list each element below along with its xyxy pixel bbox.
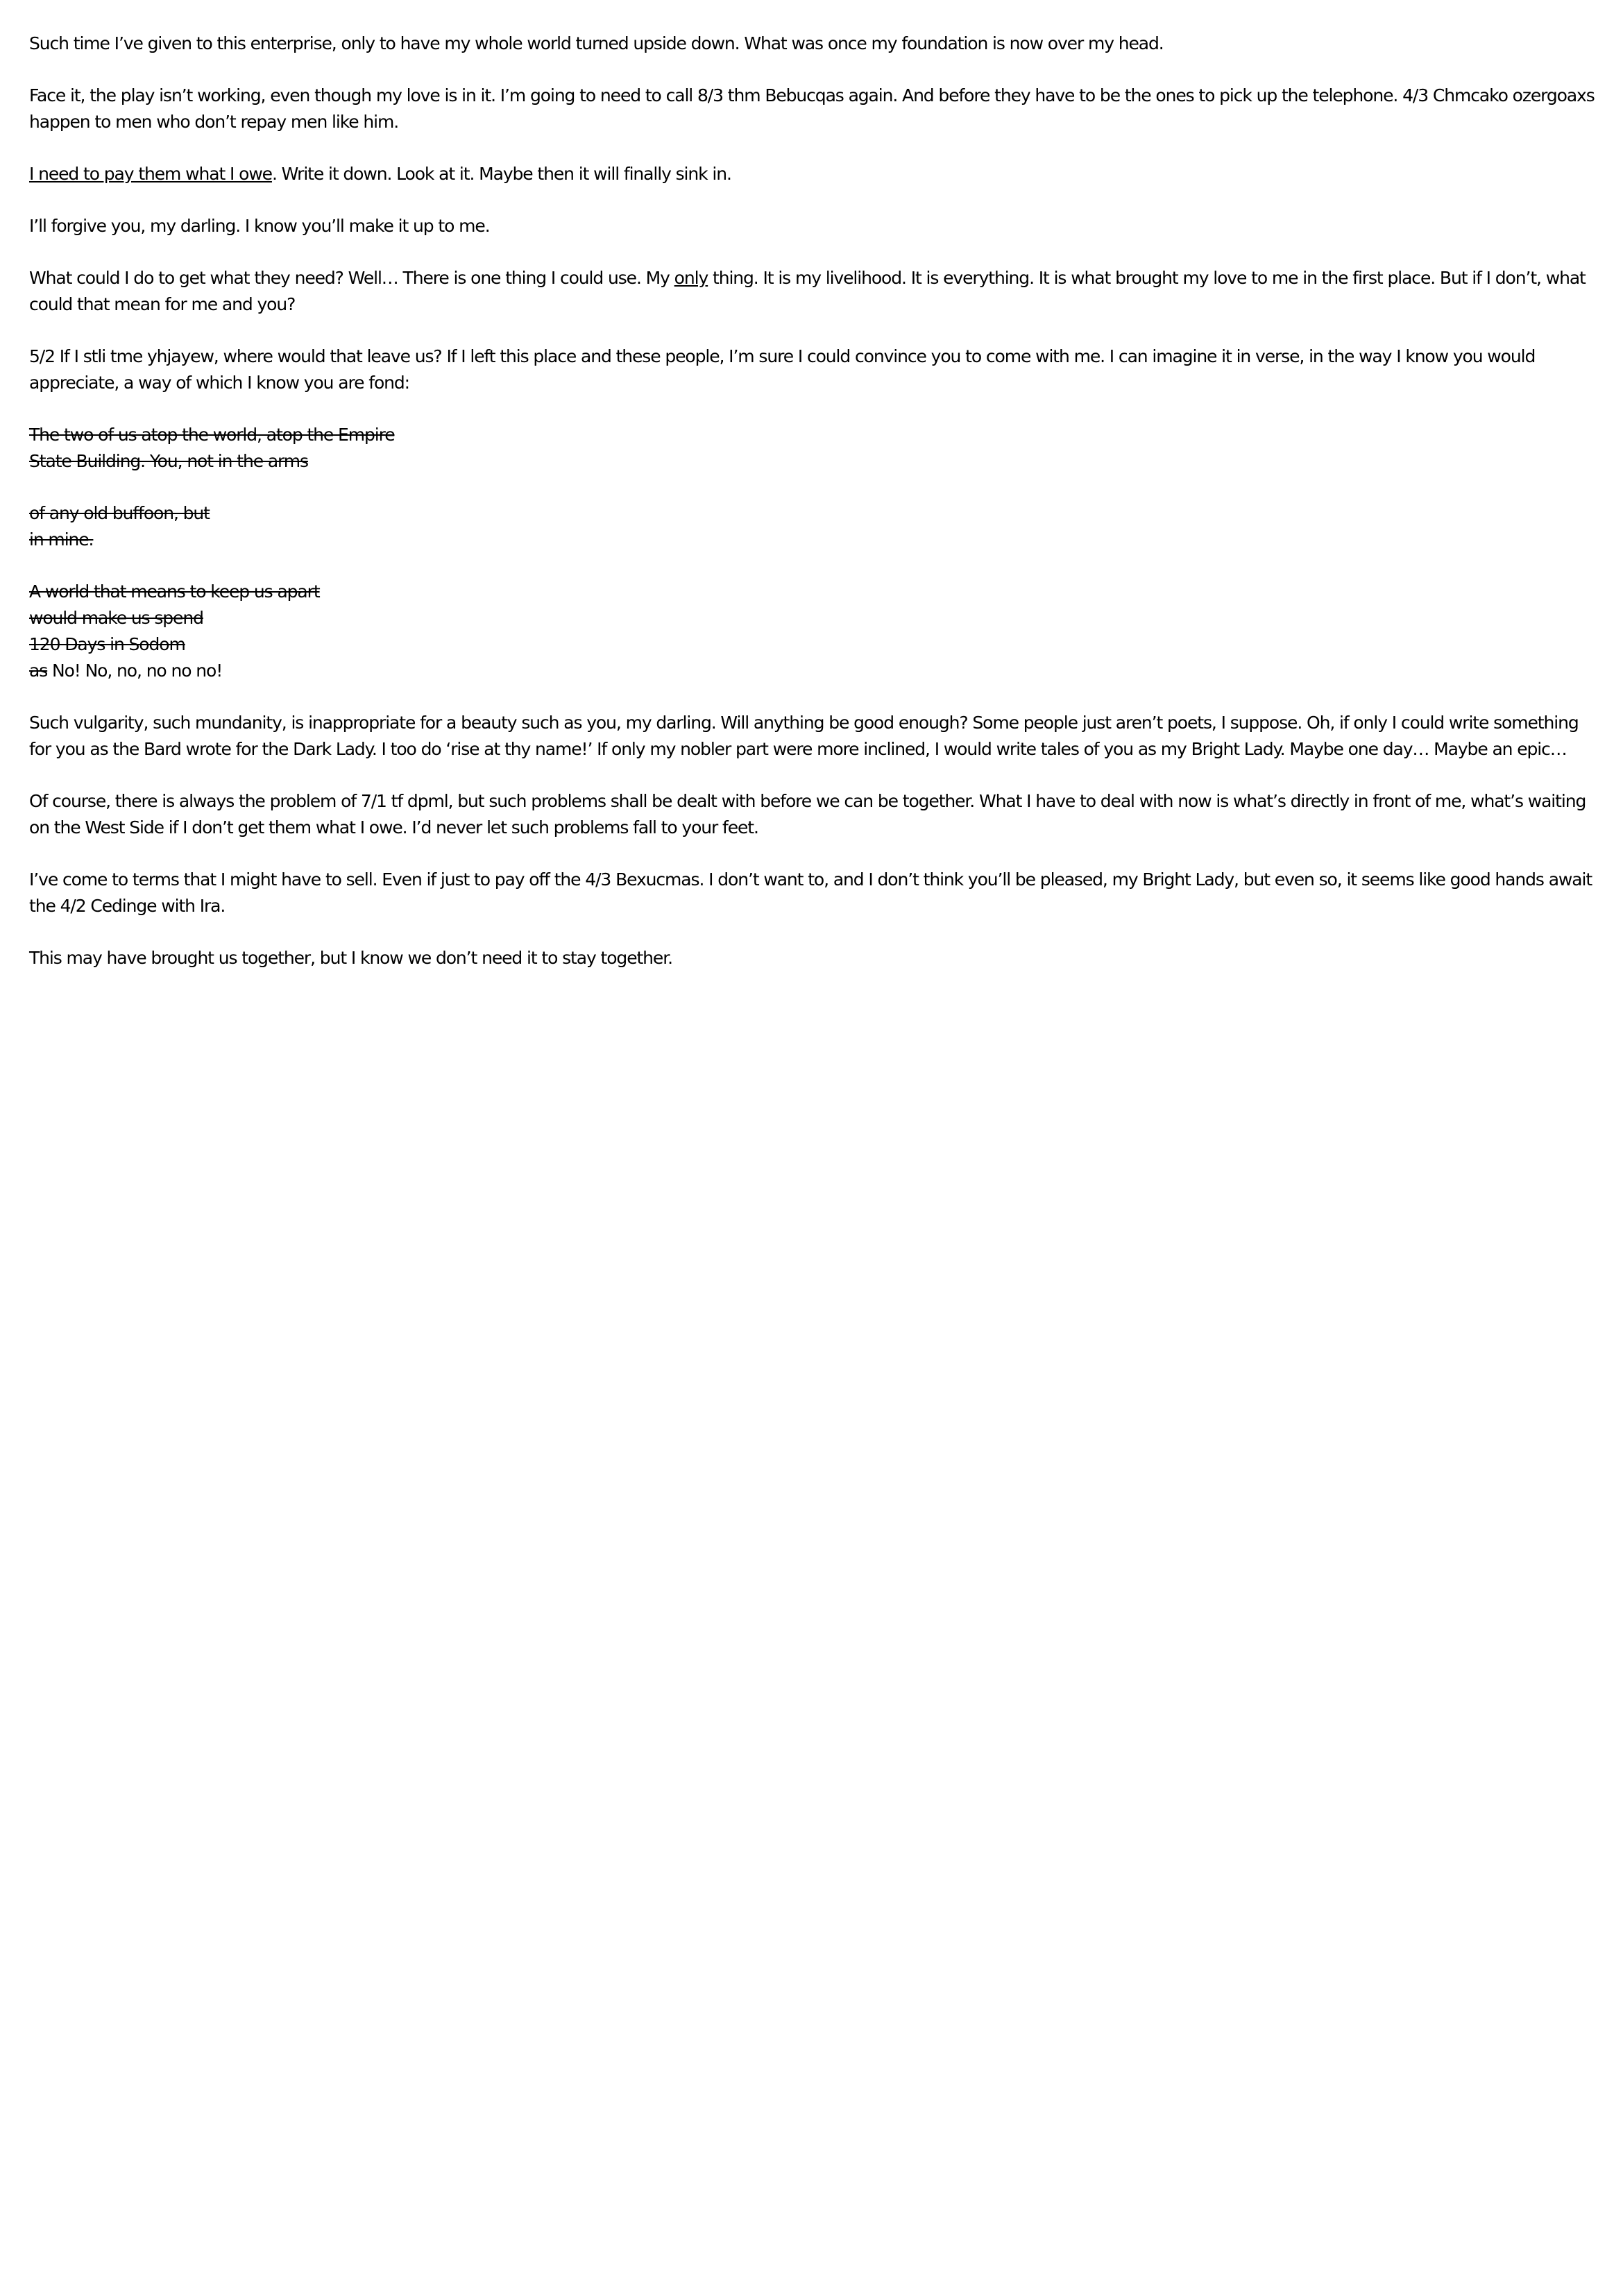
struck-text: as xyxy=(29,661,48,681)
paragraph xyxy=(29,161,1595,187)
poem-stanza xyxy=(29,500,1595,553)
paragraph: Of course, there is always the problem of 7/1 tf dpml, but such problems shall be dealt with before we can be together. What I have to deal with now is what’s directly in front of me, what’s waiting on the West Side if I don’t get them what I owe. I’d never let such problems fall to your feet. xyxy=(29,791,1586,837)
underlined-text: only xyxy=(674,268,708,288)
poem-text: No! No, no, no no no! xyxy=(47,661,223,681)
struck-poem-line: in mine. xyxy=(29,529,94,550)
struck-poem-line: of any old buffoon, but xyxy=(29,503,210,523)
paragraph: Such vulgarity, such mundanity, is inappropriate for a beauty such as you, my darling. Will anything be good enough? Some people just aren’t poets, I suppose. Oh, if only I could write something for you as the Bard wrote for the Dark Lady. I too do ‘rise at thy name!’ If only my nobler part were more inclined, I would write tales of you as my Bright Lady. Maybe one day… Maybe an epic… xyxy=(29,713,1579,759)
struck-poem-line: A world that means to keep us apart xyxy=(29,581,320,602)
paragraph: This may have brought us together, but I know we don’t need it to stay together. xyxy=(29,948,672,968)
underlined-text: I need to pay them what I owe xyxy=(29,164,272,184)
struck-poem-line: The two of us atop the world, atop the Empire xyxy=(29,425,395,445)
poem-stanza xyxy=(29,422,1595,475)
poem-stanza xyxy=(29,579,1595,684)
poem-line xyxy=(29,658,1595,684)
paragraph: I’ve come to terms that I might have to sell. Even if just to pay off the 4/3 Bexucmas. I don’t want to, and I don’t think you’ll be pleased, my Bright Lady, but even so, it seems like good hands await the 4/2 Cedinge with Ira. xyxy=(29,869,1592,916)
paragraph-text: thing. It is my livelihood. It is everything. It is what brought my love to me in the first place. But if I don’t, what could that mean for me and you? xyxy=(29,268,1586,314)
struck-poem-line: 120 Days in Sodom xyxy=(29,634,185,654)
paragraph: Face it, the play isn’t working, even though my love is in it. I’m going to need to call 8/3 thm Bebucqas again. And before they have to be the ones to pick up the telephone. 4/3 Chmcako ozergoaxs happen to men who don’t repay men like him. xyxy=(29,85,1595,132)
paragraph: Such time I’ve given to this enterprise, only to have my whole world turned upside down. What was once my foundation is now over my head. xyxy=(29,33,1164,53)
paragraph xyxy=(29,265,1595,318)
paragraph-text: What could I do to get what they need? Well… There is one thing I could use. My xyxy=(29,268,674,288)
paragraph: 5/2 If I stli tme yhjayew, where would that leave us? If I left this place and these people, I’m sure I could convince you to come with me. I can imagine it in verse, in the way I know you would appreciate, a way of which I know you are fond: xyxy=(29,346,1536,393)
paragraph-text: . Write it down. Look at it. Maybe then it will finally sink in. xyxy=(271,164,731,184)
struck-poem-line: would make us spend xyxy=(29,608,203,628)
struck-poem-line: State Building. You, not in the arms xyxy=(29,451,308,471)
paragraph: I’ll forgive you, my darling. I know you’ll make it up to me. xyxy=(29,216,490,236)
